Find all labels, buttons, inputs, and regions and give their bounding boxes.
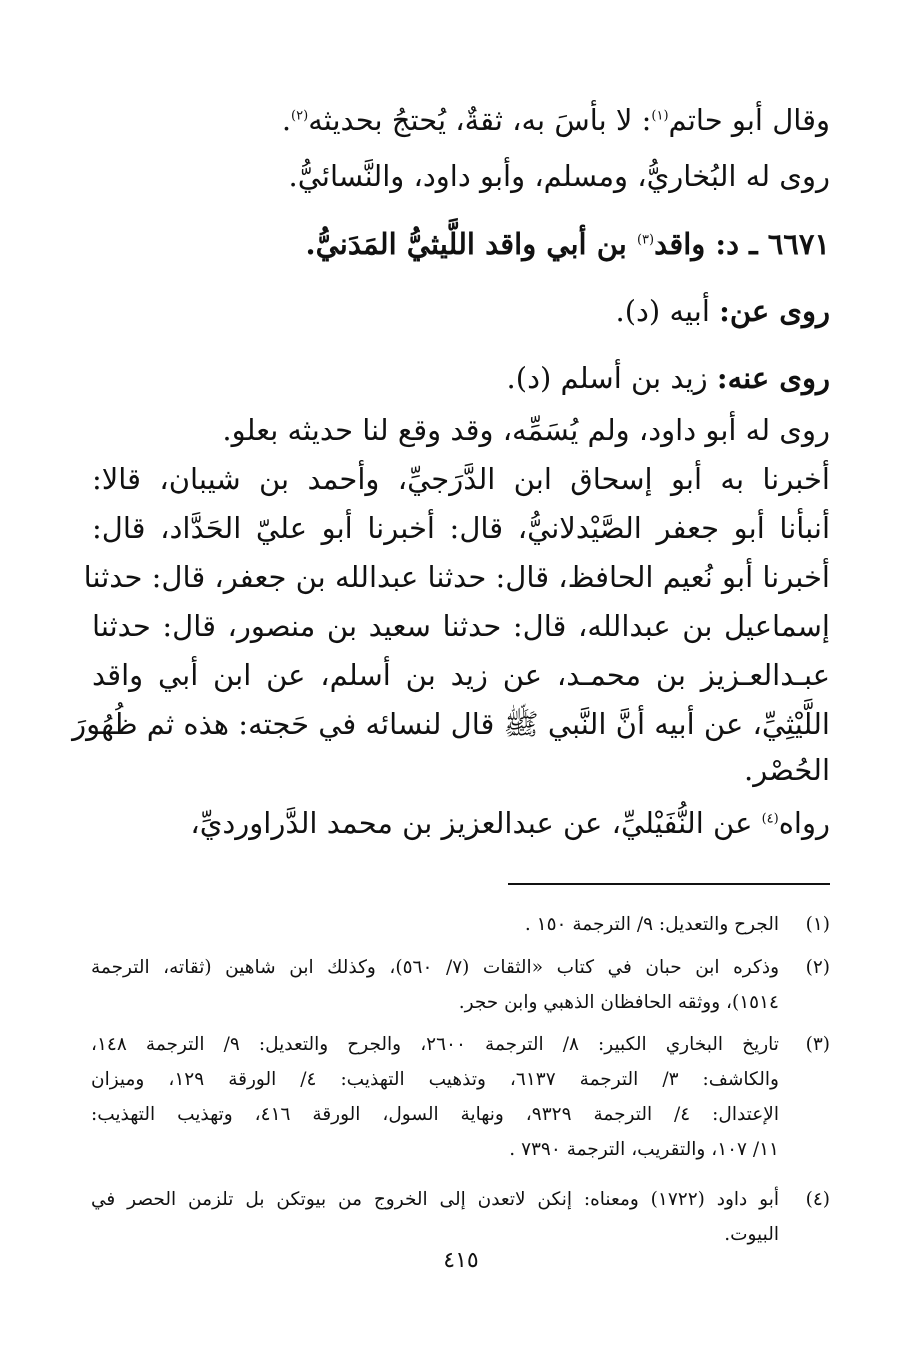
entry-heading bbox=[305, 224, 830, 264]
footnote-number: (٣) bbox=[805, 1034, 830, 1055]
footnote-text: والكاشف: ٣/ الترجمة ٦١٣٧، وتذهيب التهذيب: ٤/ الورقة ١٢٩، وميزان bbox=[91, 1069, 779, 1090]
paragraph-line: اللَّيْثِيِّ، عن أبيه أنَّ النَّبي ﷺ قال لنسائه في حَجته: هذه ثم ظُهُورَ bbox=[72, 707, 830, 741]
body-text: وقال أبو حاتم bbox=[668, 103, 830, 137]
body-text: عن النُّفَيْليِّ، عن عبدالعزيز بن محمد الدَّراورديِّ، bbox=[190, 806, 753, 840]
footnote-text: أبو داود (١٧٢٢) ومعناه: إنكن لاتعدن إلى الخروج من بيوتكن بل تلزمن الحصر في bbox=[91, 1189, 780, 1210]
body-text: : لا بأسَ به، ثقةٌ، يُحتجُ بحديثه bbox=[308, 103, 652, 137]
footnote-text: الإعتدال: ٤/ الترجمة ٩٣٢٩، ونهاية السول، الورقة ٤١٦، وتهذيب التهذيب: bbox=[91, 1104, 779, 1125]
narrated-from-text: أبيه (د). bbox=[615, 294, 710, 328]
paragraph-line: أنبأنا أبو جعفر الصَّيْدلانيُّ، قال: أخبرنا أبو عليّ الحَدَّاد، قال: bbox=[92, 511, 830, 545]
paragraph-line: عبـدالعـزيز بن محمـد، عن زيد بن أسلم، عن ابن أبي واقد bbox=[92, 658, 830, 692]
footnote-ref: (١) bbox=[651, 108, 669, 124]
narrated-by-text: زيد بن أسلم (د). bbox=[506, 361, 708, 395]
footnote-text: وذكره ابن حبان في كتاب «الثقات (٧/ ٥٦٠)، وكذلك ابن شاهين (ثقاته، الترجمة bbox=[91, 957, 779, 978]
body-text: . bbox=[281, 103, 292, 137]
narrated-from-label: روى عن: bbox=[719, 294, 830, 328]
body-line-2: روى له البُخاريُّ، ومسلم، وأبو داود، والنَّسائيُّ. bbox=[288, 159, 830, 193]
footnote-text: تاريخ البخاري الكبير: ٨/ الترجمة ٢٦٠٠، والجرح والتعديل: ٩/ الترجمة ١٤٨، bbox=[91, 1034, 779, 1055]
entry-number: ٦٦٧١ ـ د: bbox=[715, 227, 830, 261]
footnote-ref: (٤) bbox=[761, 811, 779, 827]
entry-name-rest: بن أبي واقد اللَّيثيُّ المَدَنيُّ. bbox=[305, 227, 627, 261]
footnote-separator bbox=[508, 883, 830, 885]
narrated-by bbox=[507, 358, 830, 398]
footnote-text: البيوت. bbox=[724, 1224, 779, 1245]
body-line-last bbox=[190, 803, 830, 843]
footnote-number: (٢) bbox=[805, 957, 830, 978]
entry-name: واقد bbox=[654, 227, 706, 261]
footnote-number: (١) bbox=[805, 914, 830, 935]
footnote-ref: (٣) bbox=[636, 232, 655, 248]
paragraph-line: إسماعيل بن عبدالله، قال: حدثنا سعيد بن منصور، قال: حدثنا bbox=[92, 609, 830, 643]
paragraph-line: أخبرنا به أبو إسحاق ابن الدَّرَجيِّ، وأحمد بن شيبان، قالا: bbox=[92, 462, 830, 496]
footnote-number: (٤) bbox=[805, 1189, 830, 1210]
narrated-from bbox=[615, 291, 830, 331]
paragraph-line: أخبرنا أبو نُعيم الحافظ، قال: حدثنا عبدالله بن جعفر، قال: حدثنا bbox=[83, 560, 830, 594]
footnote-text: الجرح والتعديل: ٩/ الترجمة ١٥٠ . bbox=[524, 914, 779, 935]
body-text: رواه bbox=[778, 806, 830, 840]
footnote-text: ١٥١٤)، ووثقه الحافظان الذهبي وابن حجر. bbox=[458, 992, 779, 1013]
narrated-by-label: روى عنه: bbox=[716, 361, 830, 395]
paragraph-line: روى له أبو داود، ولم يُسَمِّه، وقد وقع لنا حديثه بعلو. bbox=[222, 413, 830, 447]
footnote-ref: (٢) bbox=[291, 108, 309, 124]
footnote-text: ١١/ ١٠٧، والتقريب، الترجمة ٧٣٩٠ . bbox=[509, 1139, 779, 1160]
body-line-1 bbox=[282, 100, 830, 140]
page-number: ٤١٥ bbox=[443, 1248, 479, 1273]
paragraph-line: الحُصْر. bbox=[744, 753, 830, 787]
